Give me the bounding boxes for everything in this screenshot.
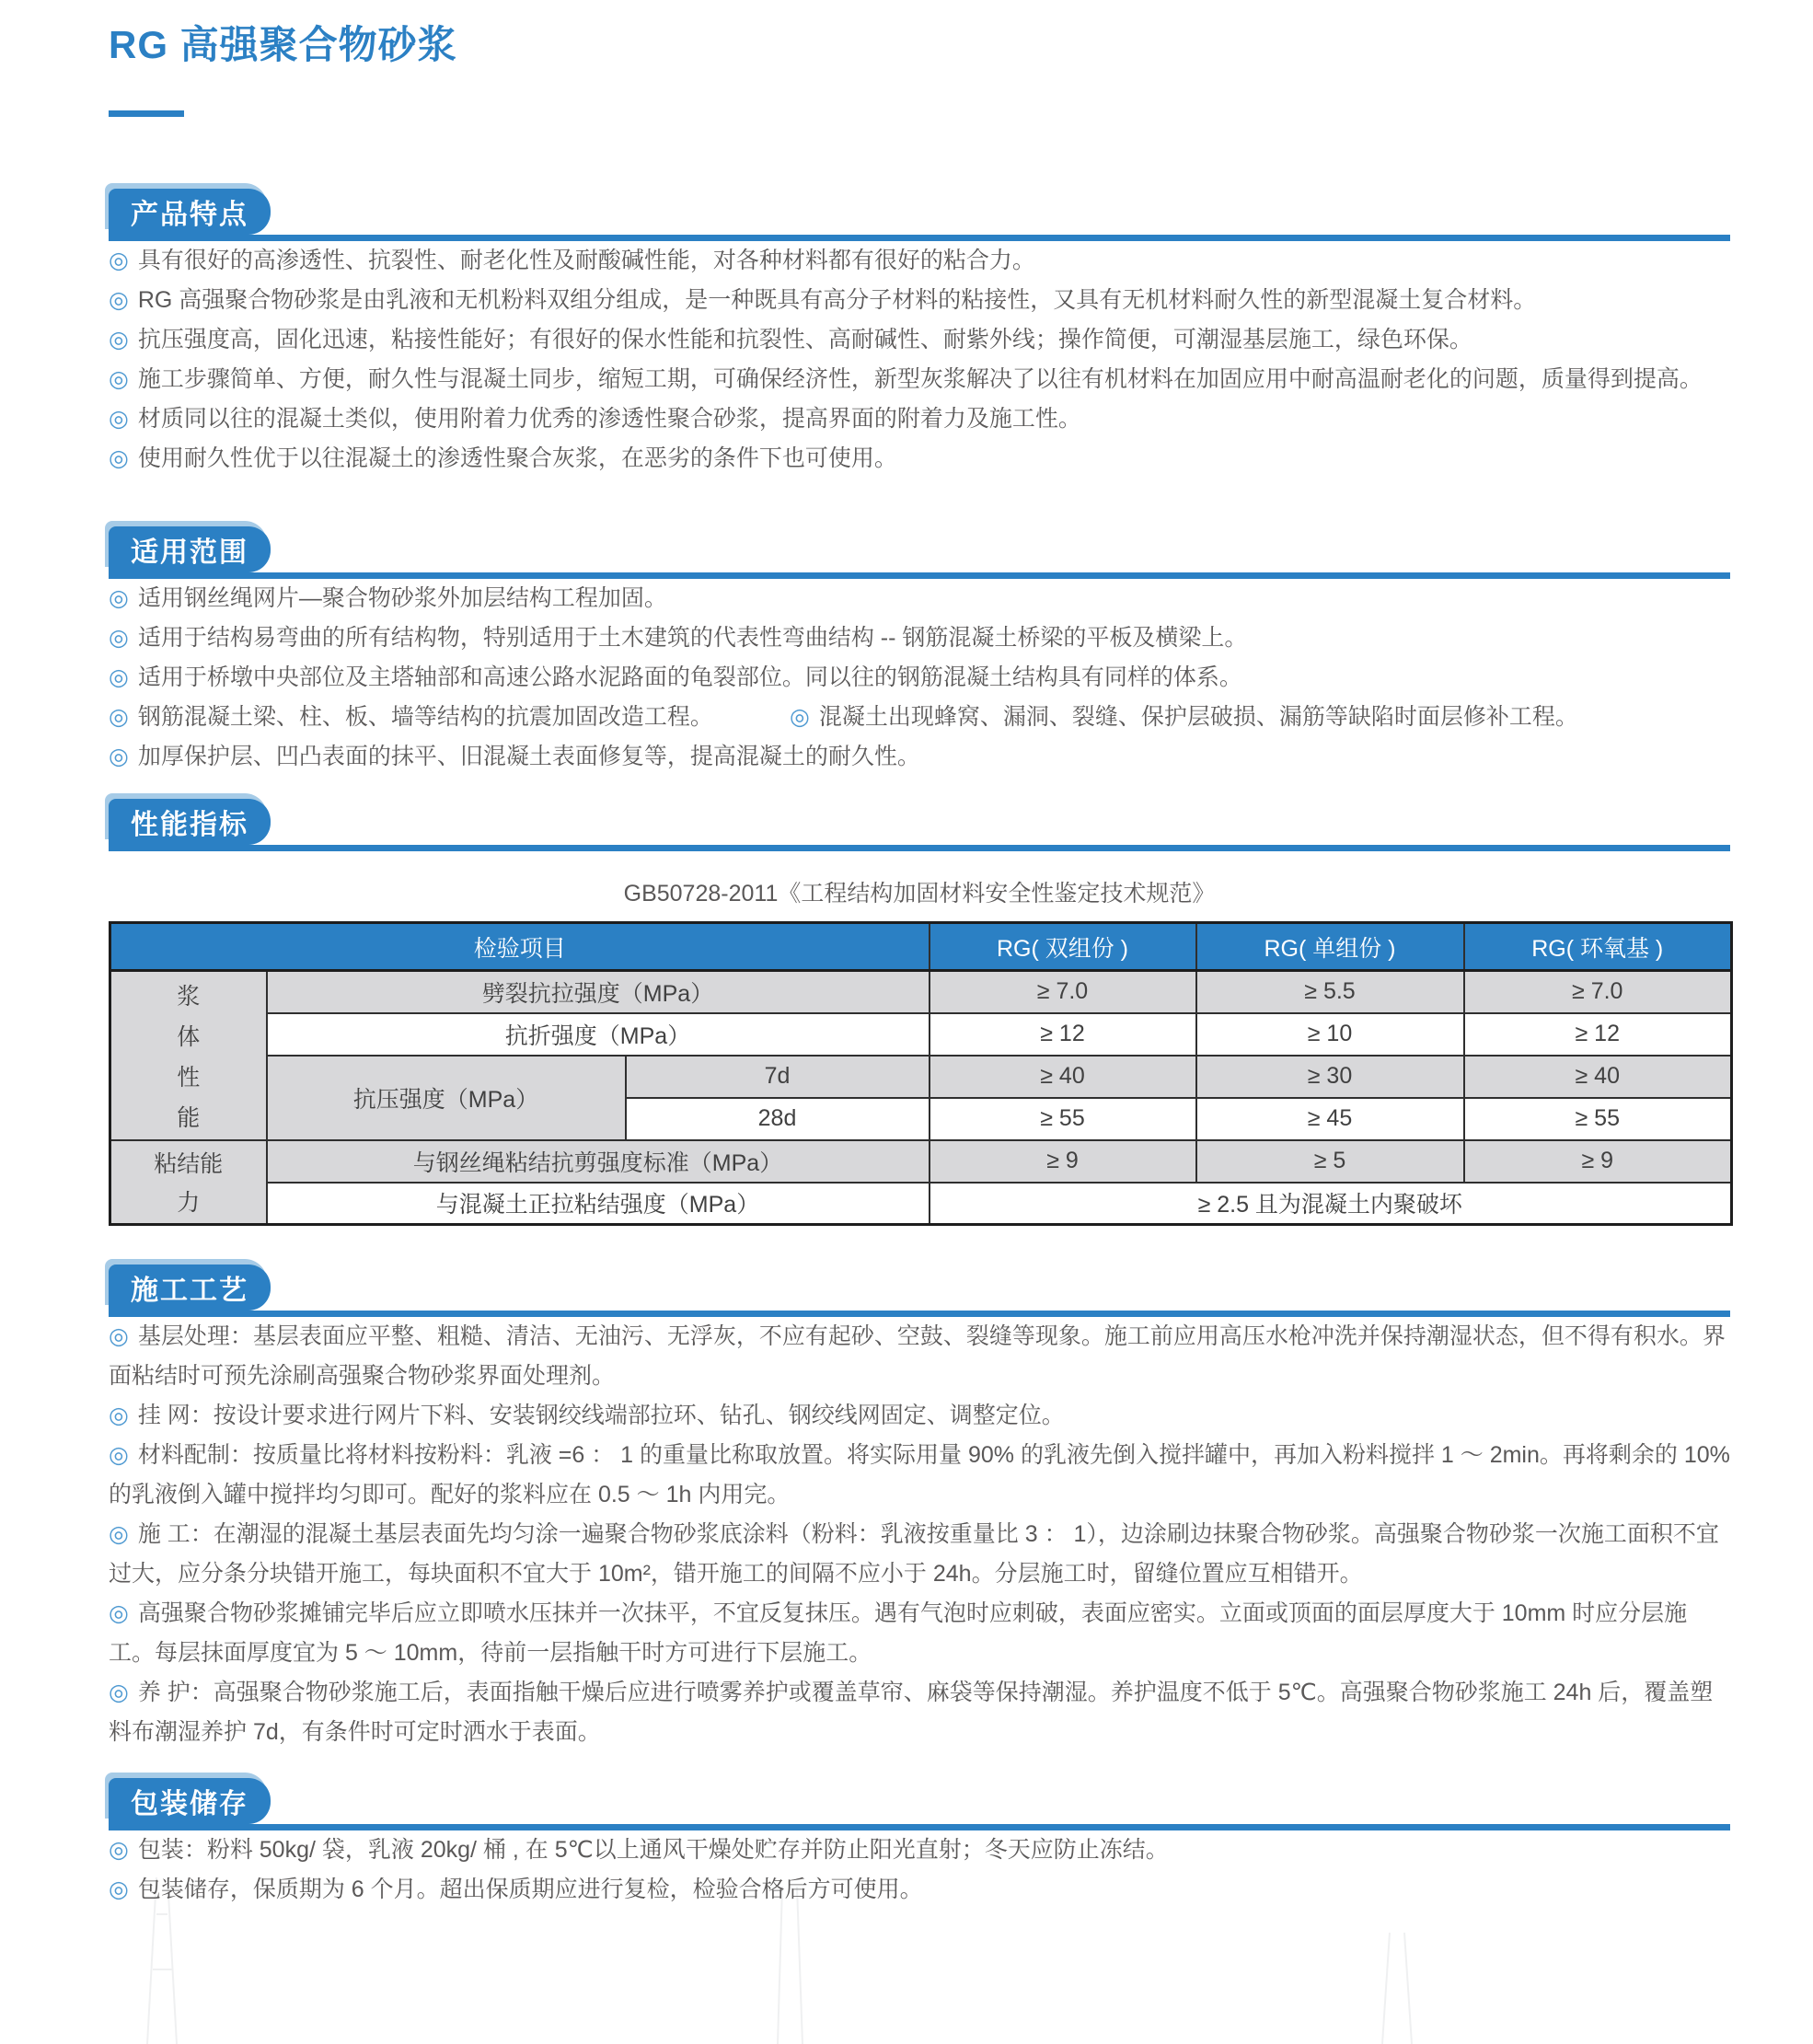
list-item-text: 加厚保护层、凹凸表面的抹平、旧混凝土表面修复等，提高混凝土的耐久性。 [137, 744, 920, 769]
section-product-features [109, 189, 1730, 479]
list-item-text: 抗压强度高，固化迅速，粘接性能好；有很好的保水性能和抗裂性、高耐碱性、耐紫外线；操作简便，可潮湿基层施工，绿色环保。 [137, 327, 1472, 352]
bullet-icon: ◎ [109, 248, 129, 273]
title-underline-dash [109, 110, 184, 117]
section-tab-packaging [109, 1778, 271, 1824]
section-heading-text: 性能指标 [131, 810, 248, 840]
list-item-pair [109, 698, 1730, 737]
table-header-row [110, 923, 1732, 971]
cell-value: ≥ 12 [930, 1013, 1196, 1056]
pair-right [790, 698, 1730, 737]
list-item [109, 320, 1730, 360]
cell-sub-label: 28d [626, 1098, 930, 1140]
bullet-icon: ◎ [109, 1521, 129, 1547]
cell-value: ≥ 7.0 [930, 971, 1196, 1013]
row-label: 与混凝土正拉粘结强度（MPa） [267, 1183, 930, 1225]
cell-value: ≥ 9 [930, 1140, 1196, 1183]
cell-value-merged: ≥ 2.5 且为混凝土内聚破坏 [930, 1183, 1732, 1225]
list-item-text: 适用于桥墩中央部位及主塔轴部和高速公路水泥路面的龟裂部位。同以往的钢筋混凝土结构具有同样的体系。 [137, 664, 1242, 690]
bullet-icon: ◎ [109, 1837, 129, 1863]
list-item-text: 包装：粉料 50kg/ 袋，乳液 20kg/ 桶 , 在 5℃以上通风干燥处贮存并防止阳光直射；冬天应防止冻结。 [137, 1837, 1169, 1863]
bullet-icon: ◎ [109, 664, 129, 690]
bullet-icon: ◎ [109, 625, 129, 651]
list-item [109, 281, 1730, 320]
bullet-icon: ◎ [109, 1442, 129, 1468]
section-heading-text: 包装储存 [131, 1789, 248, 1819]
list-item-text: 材料配制：按质量比将材料按粉料：乳液 =6 ： 1 的重量比称取放置。将实际用量 90% 的乳液先倒入搅拌罐中，再加入粉料搅拌 1 ～ 2min。再将剩余的 10% 的乳液倒入罐中搅拌均匀即可。配好的浆料应在 0.5 ～ 1h 内用完。 [109, 1442, 1730, 1507]
bullet-icon: ◎ [109, 1600, 129, 1626]
cell-value: ≥ 10 [1196, 1013, 1464, 1056]
bullet-icon: ◎ [109, 287, 129, 313]
cell-value: ≥ 30 [1196, 1056, 1464, 1098]
table-row [110, 1183, 1732, 1225]
page-title: RG 高强聚合物砂浆 [109, 23, 457, 66]
table-row [110, 1013, 1732, 1056]
cell-value: ≥ 40 [1464, 1056, 1732, 1098]
bullet-icon: ◎ [109, 704, 129, 730]
list-item-text: 包装储存，保质期为 6 个月。超出保质期应进行复检，检验合格后方可使用。 [137, 1877, 923, 1902]
section-packaging-storage [109, 1778, 1730, 1910]
list-item-text: 适用于结构易弯曲的所有结构物，特别适用于土木建筑的代表性弯曲结构 -- 钢筋混凝土桥梁的平板及横梁上。 [137, 625, 1248, 651]
pair-left [109, 698, 790, 737]
list-item [109, 1673, 1730, 1752]
section-tab-scope [109, 526, 271, 572]
row-label-compressive: 抗压强度（MPa） [267, 1056, 626, 1140]
list-item [109, 399, 1730, 439]
list-item [109, 241, 1730, 281]
section-header [109, 189, 1730, 241]
list-item-text: 钢筋混凝土梁、柱、板、墙等结构的抗震加固改造工程。 [137, 704, 713, 730]
row-label: 抗折强度（MPa） [267, 1013, 930, 1056]
section-heading-text: 适用范围 [131, 537, 248, 568]
cell-value: ≥ 5 [1196, 1140, 1464, 1183]
bullet-icon: ◎ [109, 1403, 129, 1428]
cell-value: ≥ 55 [930, 1098, 1196, 1140]
list-item [109, 1830, 1730, 1870]
list-item [109, 658, 1730, 698]
cell-value: ≥ 45 [1196, 1098, 1464, 1140]
packaging-list [109, 1830, 1730, 1910]
bullet-icon: ◎ [109, 406, 129, 432]
page-content [109, 0, 1730, 1910]
list-item-text: RG 高强聚合物砂浆是由乳液和无机粉料双组分组成，是一种既具有高分子材料的粘接性，又具有无机材料耐久性的新型混凝土复合材料。 [137, 287, 1537, 313]
list-item-text: 使用耐久性优于以往混凝土的渗透性聚合灰浆，在恶劣的条件下也可使用。 [137, 445, 897, 471]
cell-value: ≥ 9 [1464, 1140, 1732, 1183]
bullet-icon: ◎ [109, 445, 129, 471]
list-item [109, 1396, 1730, 1436]
list-item [109, 618, 1730, 658]
list-item [109, 1870, 1730, 1910]
row-group-bonding-ability: 粘结能 力 [110, 1140, 267, 1225]
list-item-text: 适用钢丝绳网片—聚合物砂浆外加层结构工程加固。 [137, 585, 667, 611]
list-item-text: 挂 网：按设计要求进行网片下料、安装钢绞线端部拉环、钻孔、钢绞线网固定、调整定位。 [137, 1403, 1065, 1428]
bullet-icon: ◎ [109, 366, 129, 392]
section-tab-performance [109, 799, 271, 845]
row-label: 与钢丝绳粘结抗剪强度标准（MPa） [267, 1140, 930, 1183]
section-application-scope [109, 526, 1730, 777]
list-item [109, 1515, 1730, 1594]
section-heading-text: 产品特点 [131, 200, 248, 230]
section-performance-index [109, 799, 1730, 1226]
section-header [109, 799, 1730, 851]
list-item-text: 具有很好的高渗透性、抗裂性、耐老化性及耐酸碱性能，对各种材料都有很好的粘合力。 [137, 248, 1035, 273]
list-item [109, 579, 1730, 618]
list-item-text: 养 护：高强聚合物砂浆施工后，表面指触干燥后应进行喷雾养护或覆盖草帘、麻袋等保持潮湿。养护温度不低于 5℃。高强聚合物砂浆施工 24h 后，覆盖塑料布潮湿养护 7d，有条件时可定时洒水于表面。 [109, 1680, 1714, 1745]
list-item [109, 1436, 1730, 1515]
col-header-item: 检验项目 [110, 923, 930, 971]
list-item [109, 737, 1730, 777]
col-header-rg-two-part: RG( 双组份 ) [930, 923, 1196, 971]
list-item-text: 材质同以往的混凝土类似，使用附着力优秀的渗透性聚合砂浆，提高界面的附着力及施工性。 [137, 406, 1081, 432]
cell-value: ≥ 7.0 [1464, 971, 1732, 1013]
table-row [110, 1056, 1732, 1098]
scope-list [109, 579, 1730, 777]
col-header-rg-one-part: RG( 单组份 ) [1196, 923, 1464, 971]
section-tab-process [109, 1265, 271, 1311]
list-item [109, 439, 1730, 479]
features-list [109, 241, 1730, 479]
bullet-icon: ◎ [790, 704, 810, 730]
list-item [109, 1317, 1730, 1396]
col-header-rg-epoxy: RG( 环氧基 ) [1464, 923, 1732, 971]
list-item-text: 基层处理：基层表面应平整、粗糙、清洁、无油污、无浮灰，不应有起砂、空鼓、裂缝等现象。施工前应用高压水枪冲洗并保持潮湿状态，但不得有积水。界面粘结时可预先涂刷高强聚合物砂浆界面处理剂。 [109, 1323, 1726, 1389]
section-tab-features [109, 189, 271, 235]
list-item-text: 高强聚合物砂浆摊铺完毕后应立即喷水压抹并一次抹平，不宜反复抹压。遇有气泡时应刺破，表面应密实。立面或顶面的面层厚度大于 10mm 时应分层施工。每层抹面厚度宜为 5 ～ 10mm，待前一层指触干时方可进行下层施工。 [109, 1600, 1688, 1666]
list-item-text: 混凝土出现蜂窝、漏洞、裂缝、保护层破损、漏筋等缺陷时面层修补工程。 [818, 704, 1578, 730]
bullet-icon: ◎ [109, 585, 129, 611]
list-item [109, 1594, 1730, 1673]
cell-value: ≥ 40 [930, 1056, 1196, 1098]
list-item [109, 360, 1730, 399]
section-header [109, 1778, 1730, 1830]
table-row [110, 971, 1732, 1013]
section-construction-process [109, 1265, 1730, 1752]
bullet-icon: ◎ [109, 327, 129, 352]
bullet-icon: ◎ [109, 1877, 129, 1902]
cell-value: ≥ 55 [1464, 1098, 1732, 1140]
bullet-icon: ◎ [109, 744, 129, 769]
table-caption: GB50728-2011《工程结构加固材料安全性鉴定技术规范》 [623, 881, 1216, 907]
cell-sub-label: 7d [626, 1056, 930, 1098]
row-label: 劈裂抗拉强度（MPa） [267, 971, 930, 1013]
cell-value: ≥ 5.5 [1196, 971, 1464, 1013]
section-header [109, 1265, 1730, 1317]
bullet-icon: ◎ [109, 1323, 129, 1349]
section-header [109, 526, 1730, 579]
cell-value: ≥ 12 [1464, 1013, 1732, 1056]
performance-table [109, 921, 1733, 1226]
bullet-icon: ◎ [109, 1680, 129, 1705]
process-list [109, 1317, 1730, 1752]
row-group-slurry-performance: 浆 体 性 能 [110, 971, 267, 1140]
list-item-text: 施工步骤简单、方便，耐久性与混凝土同步，缩短工期，可确保经济性，新型灰浆解决了以往有机材料在加固应用中耐高温耐老化的问题，质量得到提高。 [137, 366, 1703, 392]
list-item-text: 施 工：在潮湿的混凝土基层表面先均匀涂一遍聚合物砂浆底涂料（粉料：乳液按重量比 3 ： 1），边涂刷边抹聚合物砂浆。高强聚合物砂浆一次施工面积不宜过大，应分条分块错开施工，每块面积不宜大于 10m²，错开施工的间隔不应小于 24h。分层施工时，留缝位置应互相错开。 [109, 1521, 1719, 1587]
table-row [110, 1140, 1732, 1183]
section-heading-text: 施工工艺 [131, 1276, 248, 1306]
